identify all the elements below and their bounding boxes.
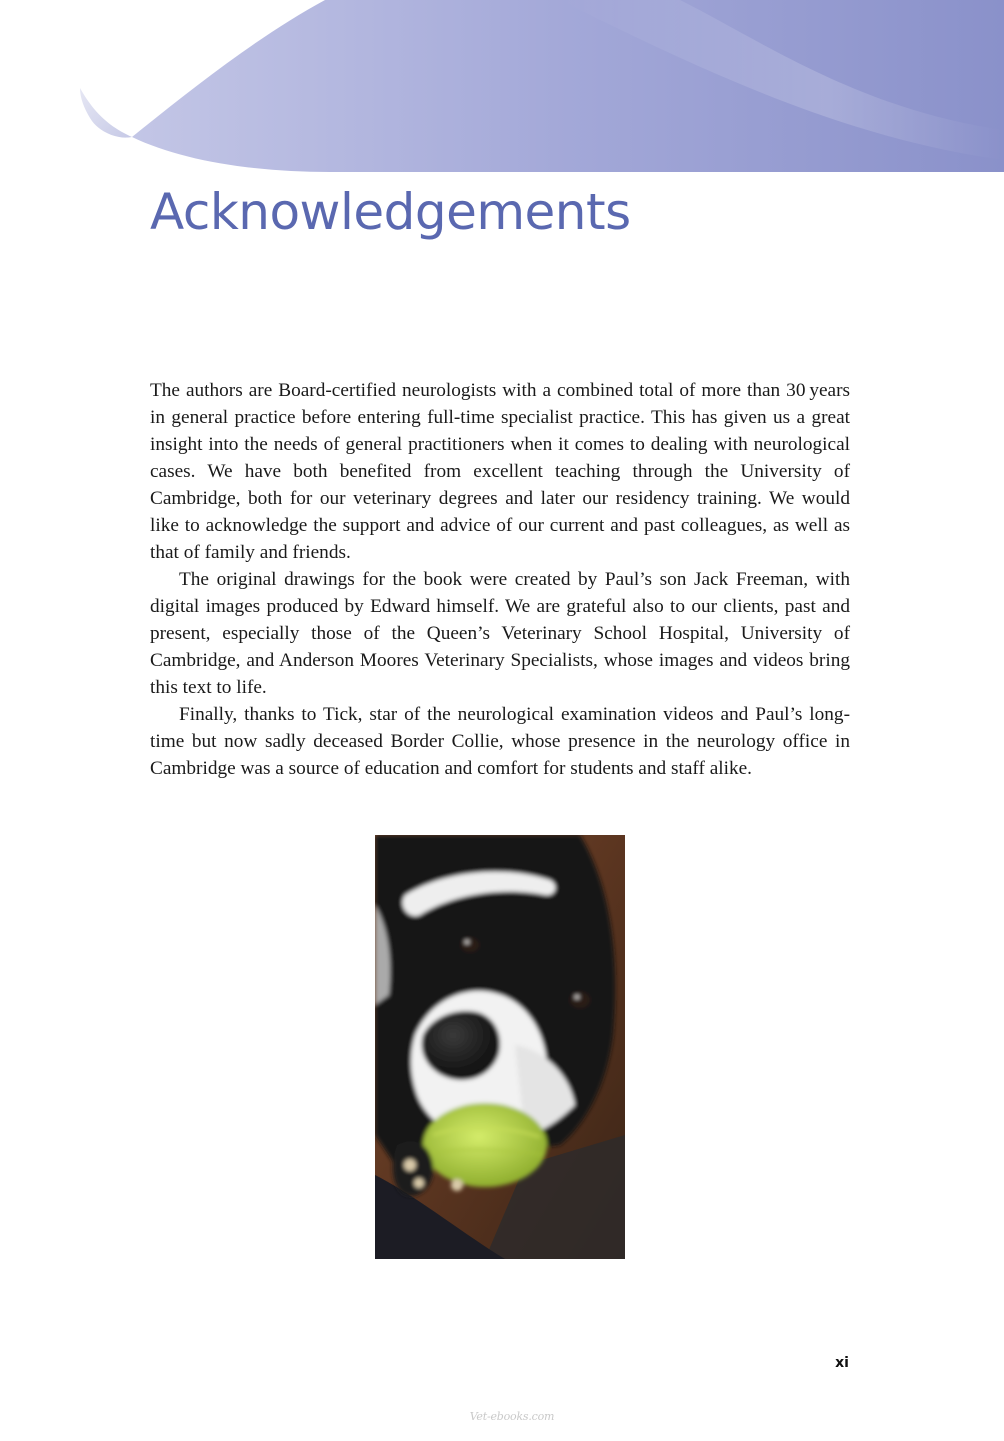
page-number: xi bbox=[835, 1355, 849, 1371]
watermark-logo: Vet-ebooks.com bbox=[469, 1410, 555, 1423]
paragraph: The authors are Board-certified neurologists with a combined total of more than 30 years in general practice before entering full-time specialist practice. This has given us a great insight into the needs of general practitioners when it comes to dealing with neurological cases. We have both benefited from excellent teaching through the University of Cambridge, both for our veterinary degrees and later our residency training. We would like to acknowledge the support and advice of our current and past colleagues, as well as that of family and friends. bbox=[150, 380, 850, 563]
border-collie-photo bbox=[375, 835, 625, 1259]
paragraph: Finally, thanks to Tick, star of the neurological examination videos and Paul’s long-time but now sadly deceased Border Collie, whose presence in the neurology office in Cambridge was a source of education and comfort for students and staff alike. bbox=[150, 704, 850, 779]
header-banner bbox=[0, 0, 1004, 172]
paragraph: The original drawings for the book were created by Paul’s son Jack Freeman, with digital images produced by Edward himself. We are grateful also to our clients, past and present, especially those of the Queen’s Veterinary School Hospital, University of Cambridge, and Anderson Moores Veterinary Specialists, whose images and videos bring this text to life. bbox=[150, 569, 850, 698]
page-title: Acknowledgements bbox=[150, 183, 631, 241]
acknowledgements-body bbox=[150, 377, 850, 782]
